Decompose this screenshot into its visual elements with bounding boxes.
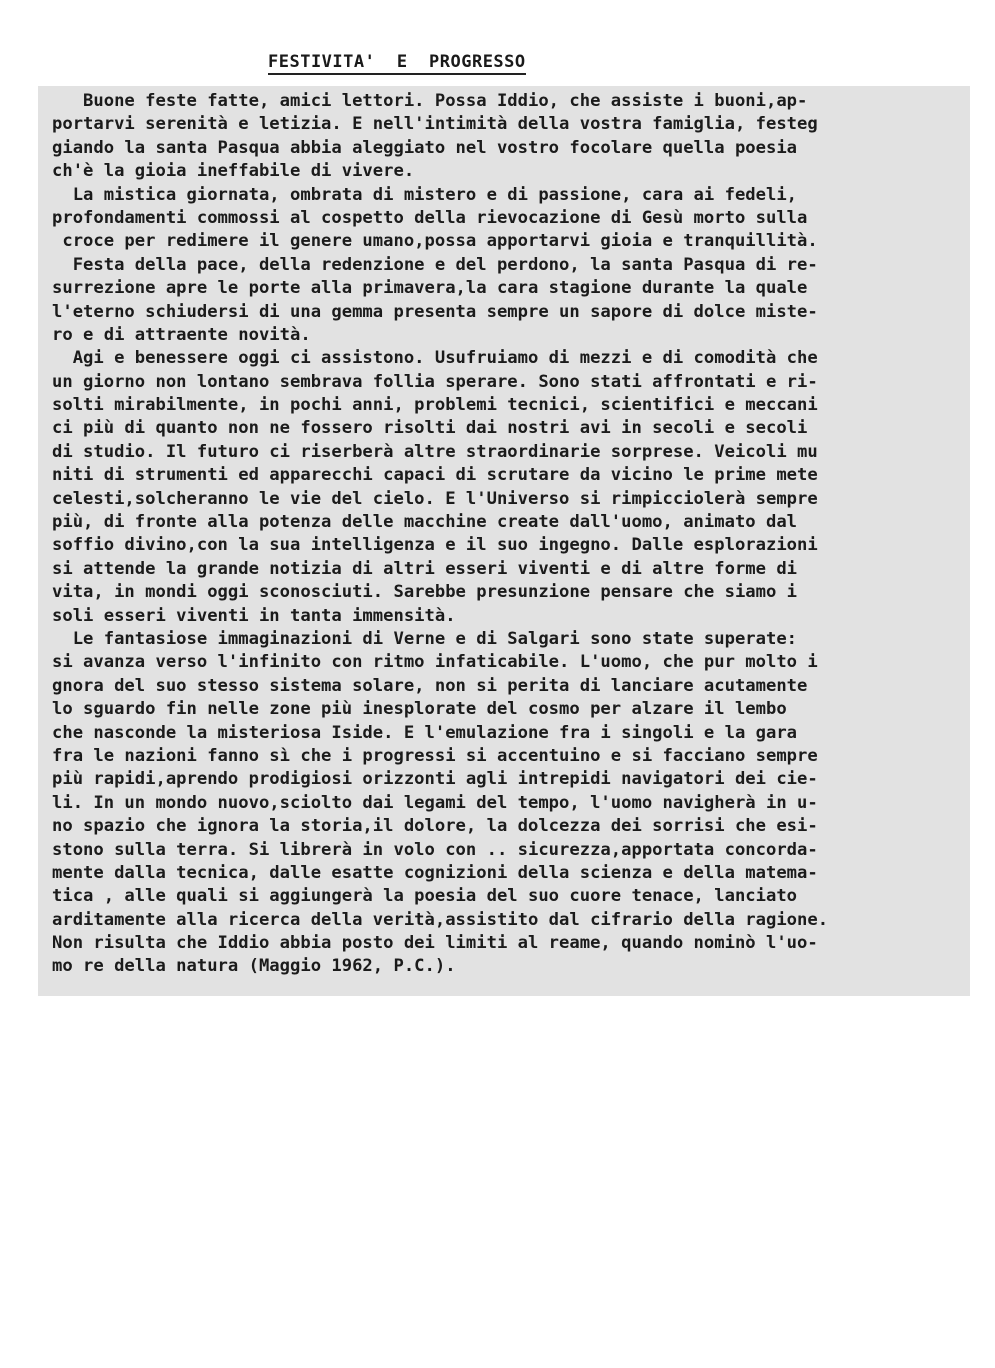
text-line: Non risulta che Iddio abbia posto dei limiti al reame, quando nominò l'uo- <box>52 933 818 954</box>
text-line: croce per redimere il genere umano,possa apportarvi gioia e tranquillità. <box>52 231 818 252</box>
text-line: ci più di quanto non ne fossero risolti dai nostri avi in secoli e secoli <box>52 418 808 439</box>
text-line: l'eterno schiudersi di una gemma presenta sempre un sapore di dolce miste- <box>52 301 818 322</box>
text-line: tica , alle quali si aggiungerà la poesia del suo cuore tenace, lanciato <box>52 886 798 907</box>
text-line: arditamente alla ricerca della verità,assistito dal cifrario della ragione. <box>52 909 829 930</box>
text-line: Buone feste fatte, amici lettori. Possa Iddio, che assiste i buoni,ap- <box>52 91 808 111</box>
text-line: fra le nazioni fanno sì che i progressi si accentuino e si facciano sempre <box>52 745 818 766</box>
text-line: portarvi serenità e letizia. E nell'intimità della vostra famiglia, festeg <box>52 114 818 135</box>
text-line: niti di strumenti ed apparecchi capaci di scrutare da vicino le prime mete <box>52 465 818 486</box>
text-line: più, di fronte alla potenza delle macchine create dall'uomo, animato dal <box>52 512 798 533</box>
text-line: ch'è la gioia ineffabile di vivere. <box>52 161 415 182</box>
text-line: si attende la grande notizia di altri esseri viventi e di altre forme di <box>52 558 798 579</box>
text-line: stono sulla terra. Si librerà in volo con .. sicurezza,apportata concorda- <box>52 839 818 860</box>
text-line: un giorno non lontano sembrava follia sperare. Sono stati affrontati e ri- <box>52 371 818 392</box>
text-line: soffio divino,con la sua intelligenza e il suo ingegno. Dalle esplorazioni <box>52 535 818 556</box>
article-body <box>52 90 972 979</box>
text-line: profondamenti commossi al cospetto della rievocazione di Gesù morto sulla <box>52 207 808 228</box>
text-line: gnora del suo stesso sistema solare, non si perita di lanciare acutamente <box>52 675 808 696</box>
text-line: no spazio che ignora la storia,il dolore, la dolcezza dei sorrisi che esi- <box>52 816 818 837</box>
text-line: Festa della pace, della redenzione e del perdono, la santa Pasqua di re- <box>52 254 818 275</box>
text-line: solti mirabilmente, in pochi anni, problemi tecnici, scientifici e meccani <box>52 395 818 416</box>
text-line: li. In un mondo nuovo,sciolto dai legami del tempo, l'uomo navigherà in u- <box>52 792 818 813</box>
text-line: più rapidi,aprendo prodigiosi orizzonti agli intrepidi navigatori dei cie- <box>52 769 818 790</box>
text-line: soli esseri viventi in tanta immensità. <box>52 605 456 626</box>
text-line: si avanza verso l'infinito con ritmo infaticabile. L'uomo, che pur molto i <box>52 652 818 673</box>
text-line: mente dalla tecnica, dalle esatte cognizioni della scienza e della matema- <box>52 862 818 883</box>
text-line: ro e di attraente novità. <box>52 324 311 345</box>
text-line: La mistica giornata, ombrata di mistero e di passione, cara ai fedeli, <box>52 184 798 205</box>
text-line: che nasconde la misteriosa Iside. E l'emulazione fra i singoli e la gara <box>52 722 798 743</box>
text-line: giando la santa Pasqua abbia aleggiato nel vostro focolare quella poesia <box>52 137 798 158</box>
text-line: di studio. Il futuro ci riserberà altre straordinarie sorprese. Veicoli mu <box>52 441 818 462</box>
text-line: Agi e benessere oggi ci assistono. Usufruiamo di mezzi e di comodità che <box>52 348 818 369</box>
text-line: mo re della natura (Maggio 1962, P.C.). <box>52 956 456 977</box>
text-line: celesti,solcheranno le vie del cielo. E l'Universo si rimpicciolerà sempre <box>52 488 818 509</box>
text-line: vita, in mondi oggi sconosciuti. Sarebbe presunzione pensare che siamo i <box>52 582 798 603</box>
text-line: Le fantasiose immaginazioni di Verne e di Salgari sono state superate: <box>52 628 798 649</box>
text-line: surrezione apre le porte alla primavera,la cara stagione durante la quale <box>52 278 808 299</box>
article-title: FESTIVITA' E PROGRESSO <box>268 52 526 75</box>
text-line: lo sguardo fin nelle zone più inesplorate del cosmo per alzare il lembo <box>52 699 787 720</box>
